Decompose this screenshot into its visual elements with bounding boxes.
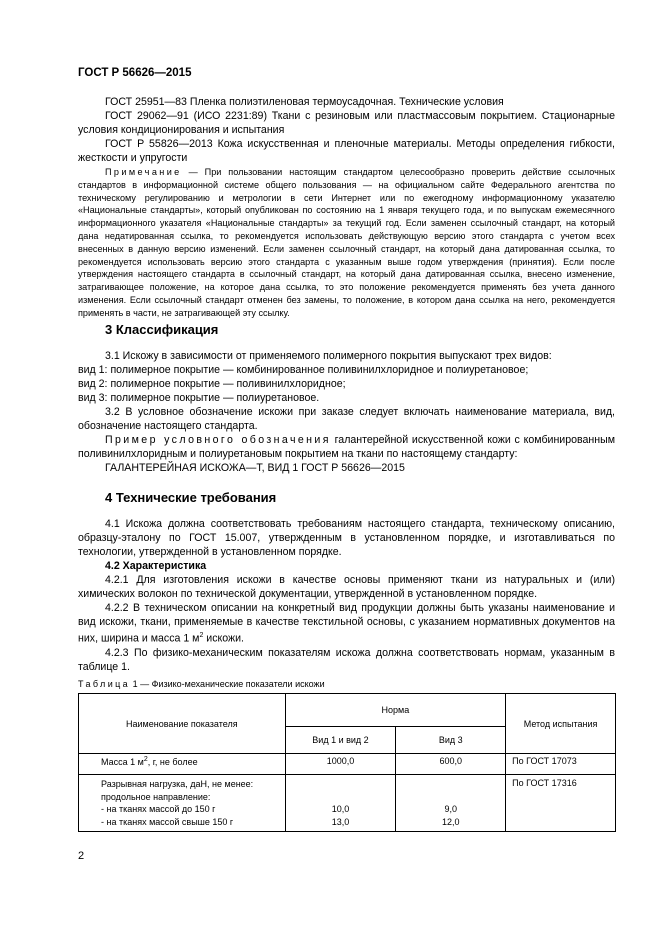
page-number: 2 (78, 850, 85, 862)
row-mass-type-1-2: 1000,0 (285, 754, 396, 775)
subsection-4-2-title: 4.2 Характеристика (105, 560, 207, 572)
example-designation: ГАЛАНТЕРЕЙНАЯ ИСКОЖА—Т, ВИД 1 ГОСТ Р 56626—2015 (105, 462, 405, 474)
paragraph-3-2: 3.2 В условное обозначение искожи при заказе следует включать наименование материала, вид, обозначение настоящего стандарта. (78, 406, 615, 432)
paragraph-4-2-1: 4.2.1 Для изготовления искожи в качестве основы применяют ткани из натуральных и (или) химических волокон по технической документации, утвержденной в установленном порядке. (78, 574, 615, 600)
paragraph-3-1: 3.1 Искожу в зависимости от применяемого полимерного покрытия выпускают трех видов: (105, 350, 552, 362)
header-indicator-name: Наименование показателя (79, 694, 286, 754)
type-1: вид 1: полимерное покрытие — комбинированное поливинилхлоридное и полиуретановое; (78, 364, 529, 376)
table-caption-text: 1 — Физико-механические показатели искожи (130, 679, 325, 689)
note-label: Примечание (105, 167, 182, 177)
paragraph-4-1: 4.1 Искожа должна соответствовать требованиям настоящего стандарта, техническому описанию, образцу-эталону по ГОСТ 15.007, утвержденным в установленном порядке, и изготавливаться по технологии, утвержденной в установленном порядке. (78, 518, 615, 558)
section-4-body (78, 517, 615, 674)
normative-references (78, 95, 615, 165)
paragraph-4-2-2-end: искожи. (203, 632, 244, 645)
row-breaking-load-method: По ГОСТ 17316 (506, 775, 616, 832)
note-text: — При пользовании настоящим стандартом целесообразно проверить действие ссылочных стандартов в информационной системе общего пользования — на официальном сайте Федерального агентства по техническому регулированию и метрологии в сети Интернет или по ежегодному информационному указателю «Национальные стандарты», который опубликован по состоянию на 1 января текущего года, и по выпускам ежемесячного информационного указателя «Национальные стандарты» за текущий год. Если заменен ссылочный стандарт, на который дана недатированная ссылка, то рекомендуется использовать действующую версию этого стандарта с учетом всех внесенных в данную версию изменений. Если заменен ссылочный стандарт, на который дана датированная ссылка, то рекомендуется использовать версию этого стандарта с указанным выше годом утверждения (принятия). Если после утверждения настоящего стандарта в ссылочный стандарт, на который дана датированная ссылка, внесено изменение, затрагивающее положение, на которое дана ссылка, то это положение рекомендуется применять без учета данного изменения. Если ссылочный стандарт отменен без замены, то положение, в котором дана ссылка на него, рекомендуется применять в части, не затрагивающей эту ссылку. (78, 167, 615, 318)
reference-item: ГОСТ 29062—91 (ИСО 2231:89) Ткани с резиновым или пластмассовым покрытием. Стационарные условия кондиционирования и испытания (78, 110, 615, 136)
row-mass-method: По ГОСТ 17073 (506, 754, 616, 775)
type-3: вид 3: полимерное покрытие — полиуретановое. (78, 392, 320, 404)
page-header: ГОСТ Р 56626—2015 (78, 67, 192, 79)
note-block (78, 166, 615, 320)
table-row (79, 775, 616, 832)
example-text: галантерейной искусственной кожи с комбинированным поливинилхлоридным и полиуретановым покрытием на ткани по настоящему стандарту: (78, 434, 615, 460)
row-breaking-load-type-1-2: 10,0 13,0 (285, 775, 396, 832)
row-breaking-load-name: Разрывная нагрузка, даН, не менее: продольное направление: - на тканях массой до 150 г - на тканях массой свыше 150 г (79, 775, 286, 832)
superscript: 2 (199, 632, 204, 639)
header-type-1-2: Вид 1 и вид 2 (285, 727, 396, 754)
row-breaking-load-type-3: 9,0 12,0 (396, 775, 506, 832)
table-caption (78, 679, 325, 689)
paragraph-4-2-2: 4.2.2 В техническом описании на конкретный вид продукции должны быть указаны наименование и вид искожи, ткани, применяемые в качестве текстильной основы, с указанием нормативных документов на них, ширина и масса 1 м (78, 602, 615, 645)
section-3-title: 3 Классификация (105, 322, 219, 337)
paragraph-4-2-3: 4.2.3 По физико-механическим показателям искожа должна соответствовать нормам, указанным в таблице 1. (78, 646, 615, 673)
table-header-row (79, 694, 616, 727)
section-3-body (78, 349, 615, 475)
properties-table (78, 693, 616, 832)
header-test-method: Метод испытания (506, 694, 616, 754)
reference-item: ГОСТ Р 55826—2013 Кожа искусственная и пленочные материалы. Методы определения гибкости, жесткости и упругости (78, 138, 615, 164)
table-caption-label: Таблица (78, 679, 131, 689)
row-mass-name: Масса 1 $м^2$, г, не более (79, 754, 286, 775)
type-2: вид 2: полимерное покрытие — поливинилхлоридное; (78, 378, 346, 390)
header-norm: Норма (285, 694, 506, 727)
section-4-title: 4 Технические требования (105, 490, 277, 505)
table-row (79, 754, 616, 775)
header-type-3: Вид 3 (396, 727, 506, 754)
row-mass-type-3: 600,0 (396, 754, 506, 775)
reference-item: ГОСТ 25951—83 Пленка полиэтиленовая термоусадочная. Технические условия (105, 96, 504, 108)
example-label: Пример условного обозначения (105, 434, 331, 446)
